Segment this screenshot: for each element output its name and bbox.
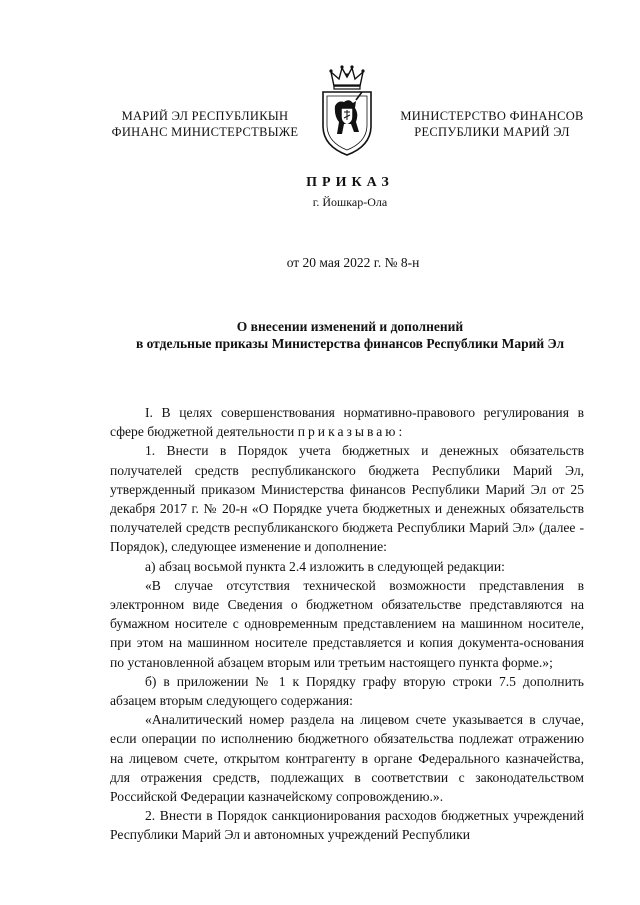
preamble-colon: : bbox=[398, 424, 403, 440]
document-body bbox=[110, 403, 584, 845]
date-and-number: от 20 мая 2022 г. № 8-н bbox=[286, 255, 420, 270]
title-line1: О внесении изменений и дополнений bbox=[236, 319, 464, 334]
paragraph-preamble bbox=[110, 403, 584, 441]
paragraph-item-2: 2. Внести в Порядок санкционирования расходов бюджетных учреждений Республики Марий Эл и автономных учреждений Республики bbox=[110, 808, 584, 843]
preamble-order-word: приказываю bbox=[297, 424, 399, 440]
title-line2: в отдельные приказы Министерства финансов Республики Марий Эл bbox=[135, 336, 565, 351]
paragraph-item-1: 1. Внести в Порядок учета бюджетных и денежных обязательств получателей средств республиканского бюджета Республики Марий Эл, утвержденный приказом Министерства финансов Республики Марий Эл от 25 декабря 2017 г. № 20-н «О Порядке учета бюджетных и денежных обязательств получателей средств республиканского бюджета Республики Марий Эл» (далее - Порядок), следующее изменение и дополнение: bbox=[110, 443, 584, 555]
paragraph-quote-b: «Аналитический номер раздела на лицевом счете указывается в случае, если операции по исполнению бюджетного обязательства подлежат отражению на лицевом счете, открытом контрагенту в органе Федерального казначейства, для отражения средств, подлежащих в соответствии с законодательством Российской Федерации казначейскому сопровождению.». bbox=[110, 712, 584, 805]
header-right-russian bbox=[392, 108, 592, 140]
header-right-line1: МИНИСТЕРСТВО ФИНАНСОВ bbox=[400, 109, 584, 123]
header-left-line1: МАРИЙ ЭЛ РЕСПУБЛИКЫН bbox=[121, 109, 289, 123]
preamble-text: I. В целях совершенствования нормативно-правового регулирования в сфере бюджетной деятельности bbox=[110, 405, 584, 440]
city: г. Йошкар-Ола bbox=[312, 195, 388, 209]
document-title bbox=[90, 318, 610, 352]
paragraph-quote-a: «В случае отсутствия технической возможности представления в электронном виде Сведения о бюджетном обязательстве представляются на бумажном носителе с одновременным представлением на машинном носителе, при этом на машинном носителе представляется и копия документа-основания по установленной абзацем вторым или третьим настоящего пункта форме.»; bbox=[110, 577, 584, 670]
header-left-line2: ФИНАНС МИНИСТЕРСТВЫЖЕ bbox=[111, 125, 299, 139]
paragraph-subitem-a: а) абзац восьмой пункта 2.4 изложить в следующей редакции: bbox=[145, 558, 505, 574]
header-left-mari bbox=[100, 108, 310, 140]
coat-of-arms-emblem bbox=[318, 62, 376, 158]
document-type: ПРИКАЗ bbox=[306, 175, 394, 190]
header-right-line2: РЕСПУБЛИКИ МАРИЙ ЭЛ bbox=[414, 125, 570, 139]
paragraph-subitem-b: б) в приложении № 1 к Порядку графу вторую строки 7.5 дополнить абзацем вторым следующего содержания: bbox=[110, 673, 584, 709]
